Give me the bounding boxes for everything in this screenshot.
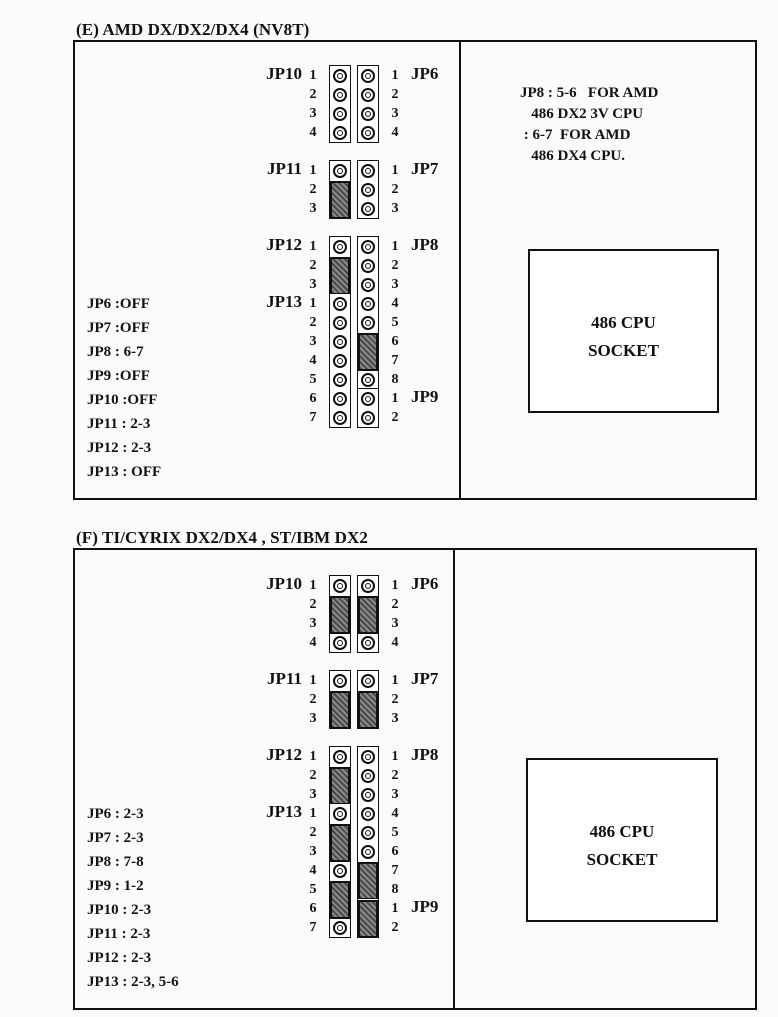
jumper-label-jp11: JP11 — [267, 159, 302, 178]
jumper-label-jp11: JP11 — [267, 669, 302, 688]
pin-number: 2 — [391, 258, 399, 273]
pin-jp10-1 — [333, 579, 347, 593]
setting-jp6: JP6 :OFF — [87, 296, 150, 312]
pin-number: 1 — [391, 163, 399, 178]
setting-jp12: JP12 : 2-3 — [87, 950, 152, 966]
pin-number: 5 — [391, 315, 399, 330]
pin-number: 3 — [391, 106, 399, 121]
pin-jp9-2 — [361, 411, 375, 425]
pin-number: 3 — [309, 106, 317, 121]
pin-number: 3 — [391, 711, 399, 726]
pin-jp8-1 — [361, 240, 375, 254]
pin-number: 1 — [309, 296, 317, 311]
pin-number: 4 — [391, 296, 399, 311]
socket-label-line2: SOCKET — [588, 341, 659, 360]
pin-number: 2 — [309, 768, 317, 783]
jumper-label-jp6: JP6 — [411, 574, 439, 593]
setting-jp13: JP13 : 2-3, 5-6 — [87, 974, 179, 990]
pin-jp6-1 — [361, 69, 375, 83]
pin-number: 1 — [309, 806, 317, 821]
pin-number: 8 — [391, 372, 399, 387]
jumper-cap-jp8-7-8 — [358, 862, 378, 900]
pin-jp6-2 — [361, 88, 375, 102]
pin-number: 4 — [391, 635, 399, 650]
jumper-cap-jp6-2-3 — [358, 596, 378, 634]
jumper-label-jp10: JP10 — [266, 574, 302, 593]
pin-jp8-8 — [361, 373, 375, 387]
pin-number: 4 — [391, 125, 399, 140]
pin-jp13-1 — [333, 297, 347, 311]
pin-number: 5 — [391, 825, 399, 840]
pin-jp6-4 — [361, 126, 375, 140]
setting-jp13: JP13 : OFF — [87, 464, 162, 480]
pin-jp8-3 — [361, 278, 375, 292]
jumper-cap-jp12-2-3 — [330, 767, 350, 805]
pin-number: 2 — [309, 258, 317, 273]
setting-jp8: JP8 : 6-7 — [87, 344, 144, 360]
jumper-label-jp7: JP7 — [411, 669, 439, 688]
pin-number: 7 — [391, 863, 399, 878]
pin-number: 5 — [309, 882, 317, 897]
pin-jp10-4 — [333, 636, 347, 650]
pin-jp8-2 — [361, 769, 375, 783]
pin-number: 3 — [309, 334, 317, 349]
jumper-cap-jp7-2-3 — [358, 691, 378, 729]
pin-jp13-4 — [333, 864, 347, 878]
pin-jp13-7 — [333, 411, 347, 425]
pin-number: 1 — [391, 673, 399, 688]
jumper-label-jp8: JP8 — [411, 745, 439, 764]
pin-jp7-1 — [361, 164, 375, 178]
setting-jp6: JP6 : 2-3 — [87, 806, 144, 822]
pin-number: 1 — [309, 163, 317, 178]
socket-label-line1: 486 CPU — [591, 313, 656, 332]
jumper-label-jp10: JP10 — [266, 64, 302, 83]
setting-jp11: JP11 : 2-3 — [87, 416, 151, 432]
jumper-cap-jp12-2-3 — [330, 257, 350, 295]
pin-jp13-7 — [333, 921, 347, 935]
jumper-label-jp12: JP12 — [266, 235, 302, 254]
pin-jp8-4 — [361, 297, 375, 311]
pin-jp13-1 — [333, 807, 347, 821]
pin-number: 3 — [391, 201, 399, 216]
setting-jp7: JP7 :OFF — [87, 320, 150, 336]
pin-number: 7 — [309, 410, 317, 425]
jumper-label-jp13: JP13 — [266, 292, 302, 311]
pin-number: 4 — [309, 125, 317, 140]
pin-number: 2 — [309, 182, 317, 197]
pin-jp13-3 — [333, 335, 347, 349]
socket-label-line2: SOCKET — [586, 850, 658, 869]
pin-jp10-2 — [333, 88, 347, 102]
jumper-cap-jp10-2-3 — [330, 596, 350, 634]
pin-number: 1 — [309, 673, 317, 688]
setting-jp10: JP10 :OFF — [87, 392, 158, 408]
setting-jp11: JP11 : 2-3 — [87, 926, 151, 942]
pin-number: 2 — [309, 315, 317, 330]
pin-number: 3 — [391, 787, 399, 802]
setting-jp9: JP9 :OFF — [87, 368, 150, 384]
jumper-cap-jp9-1-2 — [358, 900, 378, 938]
jumper-label-jp9: JP9 — [411, 387, 439, 406]
jumper-label-jp8: JP8 — [411, 235, 439, 254]
pin-jp11-1 — [333, 674, 347, 688]
pin-number: 2 — [391, 920, 399, 935]
pin-number: 1 — [391, 68, 399, 83]
pin-number: 3 — [309, 277, 317, 292]
pin-jp8-1 — [361, 750, 375, 764]
pin-number: 2 — [391, 410, 399, 425]
pin-number: 1 — [309, 749, 317, 764]
jumper-label-jp6: JP6 — [411, 64, 439, 83]
pin-jp8-2 — [361, 259, 375, 273]
setting-jp9: JP9 : 1-2 — [87, 878, 144, 894]
section-f-cpu-socket — [526, 758, 718, 922]
pin-number: 1 — [309, 239, 317, 254]
pin-jp8-4 — [361, 807, 375, 821]
pin-number: 4 — [309, 863, 317, 878]
pin-jp8-5 — [361, 826, 375, 840]
pin-number: 6 — [391, 334, 399, 349]
jumper-label-jp12: JP12 — [266, 745, 302, 764]
pin-number: 3 — [391, 616, 399, 631]
pin-number: 6 — [391, 844, 399, 859]
pin-number: 8 — [391, 882, 399, 897]
pin-number: 3 — [391, 277, 399, 292]
pin-number: 1 — [309, 68, 317, 83]
section-f-title: (F) TI/CYRIX DX2/DX4 , ST/IBM DX2 — [76, 528, 369, 547]
pin-jp7-1 — [361, 674, 375, 688]
pin-number: 2 — [391, 768, 399, 783]
jumper-label-jp7: JP7 — [411, 159, 439, 178]
pin-number: 2 — [391, 182, 399, 197]
pin-number: 2 — [391, 597, 399, 612]
pin-jp9-1 — [361, 392, 375, 406]
pin-number: 3 — [309, 787, 317, 802]
pin-number: 6 — [309, 901, 317, 916]
setting-jp12: JP12 : 2-3 — [87, 440, 152, 456]
pin-number: 5 — [309, 372, 317, 387]
jumper-cap-jp13-5-6 — [330, 881, 350, 919]
pin-number: 1 — [309, 578, 317, 593]
pin-number: 1 — [391, 749, 399, 764]
pin-jp10-3 — [333, 107, 347, 121]
pin-jp12-1 — [333, 750, 347, 764]
section-e-cpu-socket — [528, 249, 719, 413]
pin-number: 3 — [309, 616, 317, 631]
pin-jp10-4 — [333, 126, 347, 140]
pin-number: 7 — [391, 353, 399, 368]
section-e-jp8-note: JP8 : 5-6 FOR AMD 486 DX2 3V CPU : 6-7 FOR AMD 486 DX4 CPU. — [520, 85, 659, 164]
pin-jp7-3 — [361, 202, 375, 216]
pin-jp13-6 — [333, 392, 347, 406]
pin-jp8-3 — [361, 788, 375, 802]
pin-number: 1 — [391, 239, 399, 254]
pin-jp8-6 — [361, 845, 375, 859]
pin-number: 4 — [309, 635, 317, 650]
jumper-label-jp9: JP9 — [411, 897, 439, 916]
pin-jp13-2 — [333, 316, 347, 330]
pin-number: 1 — [391, 391, 399, 406]
jumper-cap-jp11-2-3 — [330, 181, 350, 219]
pin-number: 2 — [309, 692, 317, 707]
pin-number: 3 — [309, 844, 317, 859]
socket-label-line1: 486 CPU — [589, 822, 655, 841]
pin-jp6-4 — [361, 636, 375, 650]
pin-jp6-3 — [361, 107, 375, 121]
pin-number: 4 — [391, 806, 399, 821]
pin-number: 1 — [391, 901, 399, 916]
pin-jp6-1 — [361, 579, 375, 593]
jumper-cap-jp13-2-3 — [330, 824, 350, 862]
pin-number: 7 — [309, 920, 317, 935]
jumper-cap-jp11-2-3 — [330, 691, 350, 729]
section-e-title: (E) AMD DX/DX2/DX4 (NV8T) — [76, 20, 310, 39]
setting-jp7: JP7 : 2-3 — [87, 830, 144, 846]
pin-number: 2 — [309, 825, 317, 840]
pin-number: 3 — [309, 201, 317, 216]
pin-number: 2 — [391, 692, 399, 707]
setting-jp8: JP8 : 7-8 — [87, 854, 144, 870]
pin-number: 6 — [309, 391, 317, 406]
pin-number: 2 — [391, 87, 399, 102]
pin-number: 2 — [309, 87, 317, 102]
pin-number: 2 — [309, 597, 317, 612]
pin-jp8-5 — [361, 316, 375, 330]
pin-number: 1 — [391, 578, 399, 593]
jumper-cap-jp8-6-7 — [358, 333, 378, 371]
pin-jp11-1 — [333, 164, 347, 178]
pin-jp10-1 — [333, 69, 347, 83]
jumper-label-jp13: JP13 — [266, 802, 302, 821]
setting-jp10: JP10 : 2-3 — [87, 902, 152, 918]
pin-number: 3 — [309, 711, 317, 726]
pin-jp7-2 — [361, 183, 375, 197]
pin-number: 4 — [309, 353, 317, 368]
pin-jp12-1 — [333, 240, 347, 254]
pin-jp13-5 — [333, 373, 347, 387]
pin-jp13-4 — [333, 354, 347, 368]
